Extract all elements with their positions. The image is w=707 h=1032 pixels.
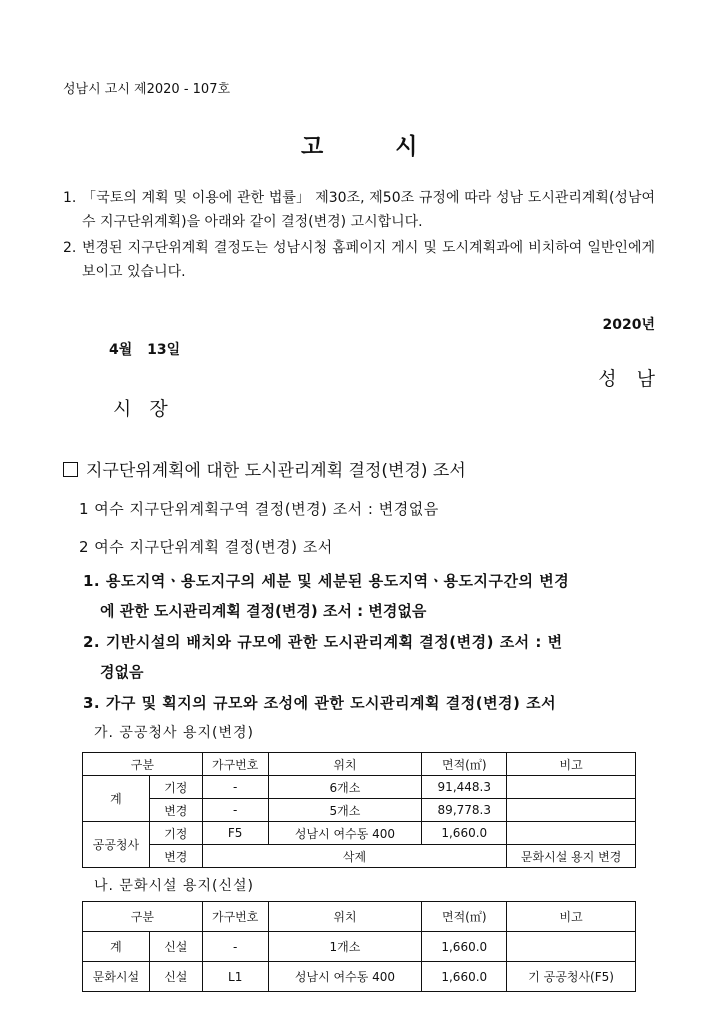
cell-area: 89,778.3: [422, 799, 507, 822]
date-year: 2020년: [602, 317, 655, 333]
subsection-1: 1 여수 지구단위계획구역 결정(변경) 조서 : 변경없음: [79, 500, 439, 518]
cell-area: 1,660.0: [422, 962, 507, 992]
cell-type: 변경: [149, 845, 202, 868]
cell-location: 1개소: [268, 932, 422, 962]
cell-note: [507, 776, 636, 799]
subsection-2: 2 여수 지구단위계획 결정(변경) 조서: [79, 538, 333, 556]
cell-block-no: F5: [202, 822, 268, 845]
cell-group: 문화시설: [83, 962, 150, 992]
cell-group: 계: [83, 776, 150, 822]
table-row: [83, 932, 636, 962]
cell-group: 공공청사: [83, 822, 150, 868]
cell-location: 성남시 여수동 400: [268, 962, 422, 992]
title-char: 시: [395, 134, 418, 160]
table1-caption: 가. 공공청사 용지(변경): [94, 725, 254, 741]
item-number: 1.: [63, 190, 77, 206]
item-number: 1.: [83, 572, 101, 590]
column-header: 위치: [268, 753, 422, 776]
table-row: [83, 962, 636, 992]
item-text: 변경된 지구단위계획 결정도는 성남시청 홈페이지 게시 및 도시계획과에 비치하여 일반인에게 보이고 있습니다.: [82, 240, 655, 280]
table-row: [83, 822, 636, 845]
item-number: 2.: [83, 633, 101, 651]
cell-block-no: L1: [202, 962, 268, 992]
cell-note: [507, 932, 636, 962]
public-office-table: [82, 752, 636, 868]
column-header: 가구번호: [202, 753, 268, 776]
cell-type: 신설: [149, 962, 202, 992]
section-title-text: 지구단위계획에 대한 도시관리계획 결정(변경) 조서: [86, 461, 466, 481]
cell-group: 계: [83, 932, 150, 962]
cell-location: 6개소: [268, 776, 422, 799]
column-header: 면적(㎡): [422, 753, 507, 776]
cell-area: 1,660.0: [422, 822, 507, 845]
column-header: 비고: [507, 753, 636, 776]
item-number: 3.: [83, 694, 101, 712]
sub2-item-2: [83, 631, 563, 652]
cell-type: 기정: [149, 776, 202, 799]
cell-block-no: -: [202, 776, 268, 799]
cultural-facility-table: [82, 901, 636, 992]
column-header: 구분: [83, 902, 203, 932]
notice-item-2: [63, 236, 655, 284]
cell-block-no: -: [202, 799, 268, 822]
column-header: 구분: [83, 753, 203, 776]
cell-location: 5개소: [268, 799, 422, 822]
column-header: 면적(㎡): [422, 902, 507, 932]
cell-area: 1,660.0: [422, 932, 507, 962]
sub2-item-1: [83, 570, 569, 591]
checkbox-square-icon: [63, 462, 78, 477]
cell-note: [507, 799, 636, 822]
cell-block-no: -: [202, 932, 268, 962]
cell-note: 기 공공청사(F5): [507, 962, 636, 992]
column-header: 가구번호: [202, 902, 268, 932]
table-row: [83, 799, 636, 822]
item-text: 「국토의 계획 및 이용에 관한 법률」 제30조, 제50조 규정에 따라 성남 도시관리계획(성남여수 지구단위계획)을 아래와 같이 결정(변경) 고시합니다.: [82, 190, 655, 230]
column-header: 비고: [507, 902, 636, 932]
item-text: 용도지역ㆍ용도지구의 세분 및 세분된 용도지역ㆍ용도지구간의 변경: [105, 572, 570, 590]
table-header-row: [83, 902, 636, 932]
cell-type: 기정: [149, 822, 202, 845]
table-row: [83, 776, 636, 799]
table2-caption: 나. 문화시설 용지(신설): [94, 878, 254, 894]
signature-mayor: 시장: [113, 398, 186, 420]
item-text: 가구 및 획지의 규모와 조성에 관한 도시관리계획 결정(변경) 조서: [105, 694, 557, 712]
sub2-item-3: [83, 692, 556, 713]
sub2-item-2-cont: 경없음: [100, 663, 144, 681]
cell-location: 성남시 여수동 400: [268, 822, 422, 845]
table-row: [83, 845, 636, 868]
section-title: [63, 456, 466, 481]
item-number: 2.: [63, 240, 77, 256]
column-header: 위치: [268, 902, 422, 932]
table-header-row: [83, 753, 636, 776]
sub2-item-1-cont: 에 관한 도시관리계획 결정(변경) 조서 : 변경없음: [100, 602, 427, 620]
page-title: [301, 128, 417, 161]
item-text: 기반시설의 배치와 규모에 관한 도시관리계획 결정(변경) 조서 : 변: [105, 633, 563, 651]
cell-note: 문화시설 용지 변경: [507, 845, 636, 868]
notice-number: 성남시 고시 제2020 - 107호: [63, 82, 231, 97]
notice-item-1: [63, 186, 655, 234]
title-char: 고: [301, 134, 324, 160]
cell-area: 91,448.3: [422, 776, 507, 799]
cell-note: [507, 822, 636, 845]
signature-city: 성남: [598, 368, 675, 390]
cell-merged: 삭제: [202, 845, 506, 868]
date-month-day: 4월 13일: [109, 342, 181, 358]
cell-type: 신설: [149, 932, 202, 962]
cell-type: 변경: [149, 799, 202, 822]
